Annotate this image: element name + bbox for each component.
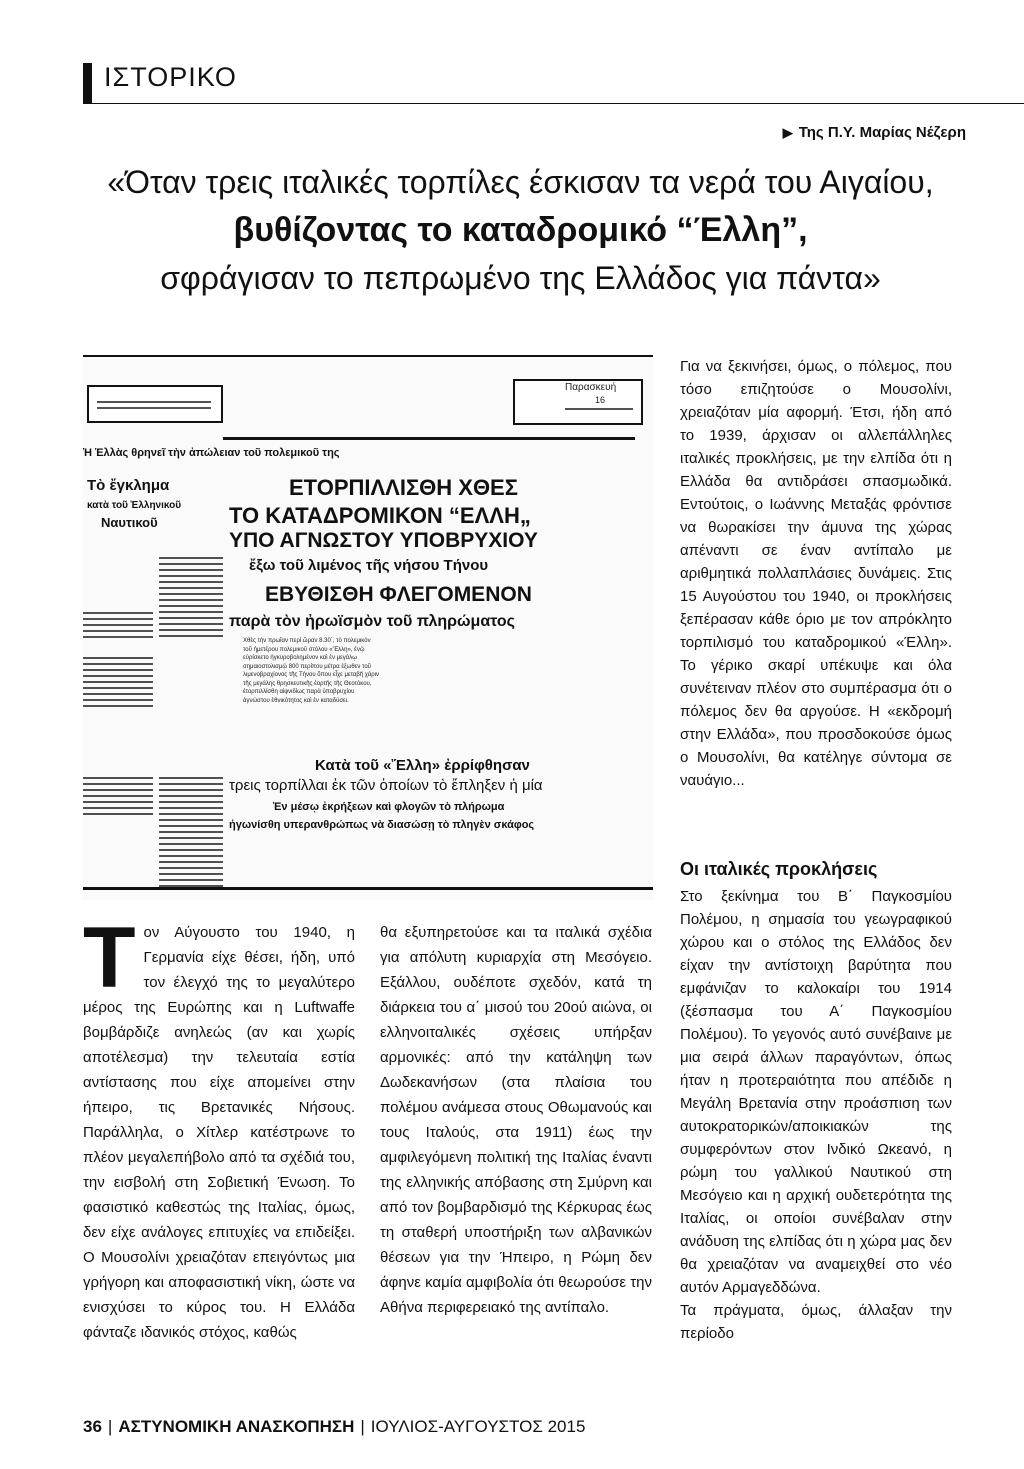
- magazine-name: ΑΣΤΥΝΟΜΙΚΗ ΑΝΑΣΚΟΠΗΣΗ: [118, 1417, 355, 1436]
- clipping-mourn-line: Ἡ Ἑλλὰς θρηνεῖ τὴν ἀπώλειαν τοῦ πολεμικοῦ της: [83, 447, 340, 459]
- clipping-crime-title: Τὸ ἔγκλημα: [87, 477, 170, 494]
- column-1-text: ον Αύγουστο του 1940, η Γερμανία είχε θέσει, ήδη, υπό τον έλεγχό της το μεγαλύτερο μέρος της Ευρώπης και η Luftwaffe βομβάρδιζε ανηλεώς (αν και χωρίς αποτέλεσμα) την τελευταία εστία αντίστασης που είχε απομείνει στην ήπειρο, τις Βρετανικές Νήσους. Παράλληλα, ο Χίτλερ κατέστρωνε το πλέον μεγαλεπήβολο από τα σχέδιά του, την εισβολή στη Σοβιετική Ένωση. Το φασιστικό καθεστώς της Ιταλίας, όμως, δεν είχε ανάλογες επιτυχίες να επιδείξει. Ο Μουσολίνι χρειαζόταν επειγόντως μια γρήγορη και αποφασιστική νίκη, ώστε να ενισχύσει το κύρος του. Η Ελλάδα φάνταζε ιδανικός στόχος, καθώς: [83, 924, 355, 1341]
- page-number: 36: [83, 1417, 102, 1436]
- article-column-2: [380, 920, 652, 1320]
- column-3-last-line: Τα πράγματα, όμως, άλλαξαν την περίοδο: [680, 1302, 952, 1342]
- article-headline: [83, 158, 958, 302]
- article-column-1: [83, 910, 355, 1345]
- issue-date: ΙΟΥΛΙΟΣ-ΑΥΓΟΥΣΤΟΣ 2015: [370, 1417, 586, 1436]
- clipping-heading-7: Κατὰ τοῦ «Ἔλλη» ἐρρίφθησαν: [315, 757, 530, 774]
- clipping-heading-4: ἔξω τοῦ λιμένος τῆς νήσου Τήνου: [249, 557, 489, 574]
- clipping-crime-sub2: Ναυτικοῦ: [101, 515, 158, 530]
- headline-line-1: «Όταν τρεις ιταλικές τορπίλες έσκισαν τα νερά του Αιγαίου,: [107, 164, 934, 200]
- header-rule-right: [994, 103, 1024, 104]
- article-column-3-intro: Για να ξεκινήσει, όμως, ο πόλεμος, που τόσο επιζητούσε ο Μουσολίνι, χρειαζόταν μία αφορμή. Έτσι, ήδη από το 1939, άρχισαν οι αλλεπάλληλες ιταλικές προκλήσεις, με την ελπίδα ότι η Ελλάδα θα αντιδράσει σπασμωδικά. Εντούτοις, ο Ιωάννης Μεταξάς φρόντισε να θωρακίσει την άμυνα της χώρας απέναντι σε έναν αντίπαλο με αριθμητικά πολλαπλάσιες δυνάμεις. Στις 15 Αυγούστου του 1940, οι προκλήσεις ξεπέρασαν κάθε όριο με τον απρόκλητο τορπιλισμό του καταδρομικού «Έλλη». Το γέρικο σκαρί υπέκυψε και όλα συνέτειναν πλέον στο συμπέρασμα ότι ο πόλεμος δεν θα αργούσε. Η «εκδρομή στην Ελλάδα», που προσδοκούσε όμως ο Μουσολίνι, θα κατέληγε σύντομα σε ναυάγιο...: [680, 358, 952, 789]
- clipping-heading-9: Ἐν μέσῳ ἐκρήξεων καὶ φλογῶν τὸ πλήρωμα: [273, 801, 505, 813]
- headline-line-2: βυθίζοντας το καταδρομικό “Έλλη”,: [233, 211, 808, 249]
- header-rule: [83, 103, 996, 104]
- section-label: ΙΣΤΟΡΙΚΟ: [104, 62, 237, 92]
- headline-line-3: σφράγισαν το πεπρωμένο της Ελλάδος για πάντα»: [160, 260, 881, 296]
- newspaper-clipping: [83, 355, 653, 900]
- clipping-crime-sub1: κατὰ τοῦ Ἑλληνικοῦ: [87, 500, 182, 511]
- arrow-right-icon: ▶: [782, 125, 793, 140]
- section-subheading: Οι ιταλικές προκλήσεις: [680, 859, 878, 879]
- author-byline: ▶ Της Π.Υ. Μαρίας Νέζερη: [782, 124, 966, 141]
- column-2-text: θα εξυπηρετούσε και τα ιταλικά σχέδια για απόλυτη κυριαρχία στη Μεσόγειο. Εξάλλου, ουδέποτε σχεδόν, κατά τη διάρκεια του α΄ μισού του 20ού αιώνα, οι ελληνοιταλικές σχέσεις υπήρξαν αρμονικές: από την κατάληψη των Δωδεκανήσων (στα πλαίσια του πολέμου ανάμεσα στους Οθωμανούς και τους Ιταλούς, στα 1911) έως την αμφιλεγόμενη πολιτική της Ιταλίας έναντι της ελληνικής απόβασης στη Σμύρνη και από τον βομβαρδισμό της Κέρκυρας έως τη σταθερή υποστήριξη των αλβανικών θέσεων για την Ήπειρο, η Ρώμη δεν άφηνε καμία αμφιβολία ότι θεωρούσε την Αθήνα περιφερειακό της αντίπαλο.: [380, 924, 652, 1316]
- clipping-body-text: Χθὲς τὴν πρωΐαν περὶ ὥραν 8.30΄, τὸ πολεμικὸν τοῦ ἡμετέρου πολεμικοῦ στόλου «Ἔλλη», ἐνῷ εὑρίσκετο ἠγκυροβολημένον καὶ ἐν μεγάλῳ σημαιοστολισμῷ 800 περίπου μέτρα ἐξωθεν τοῦ λιμενοβραχίονος τῆς Τήνου ὅπου εἶχε μεταβῆ χάριν τῆς μεγάλης θρησκευτικῆς ἑορτῆς τῆς Θεοτόκου, ἐτορπιλλίσθη αἰφνιδίως παρὰ ὑποβρυχίου ἀγνώστου ἐθνικότητος καὶ ἐν καταδύσει.: [243, 638, 380, 704]
- column-3-text: Στο ξεκίνημα του Β΄ Παγκοσμίου Πολέμου, η σημασία του γεωγραφικού χώρου και ο στόλος της Ελλάδος δεν είχαν την αντίστοιχη βαρύτητα που εμφάνιζαν το καλοκαίρι του 1914 (ξέσπασμα του Α΄ Παγκοσμίου Πολέμου). Το γεγονός αυτό συνέβαινε με μια σειρά άλλων παραγόντων, όπως ήταν η προτεραιότητα που απέδιδε η Μεγάλη Βρετανία στην προάσπιση των αυτοκρατορικών/αποικιακών της συμφερόντων στον Ινδικό Ωκεανό, η ρώμη του γαλλικού Ναυτικού στη Μεσόγειο και η αρχική ουδετερότητα της Ιταλίας, οι οποίοι συνέβαλαν στην ανάδυση της ελπίδας ότι η χώρα μας δεν θα χρειαζόταν να αναμειχθεί στο νέο αυτόν Αρμαγεδδώνα.: [680, 888, 952, 1296]
- clipping-heading-10: ἠγωνίσθη υπερανθρώπως νὰ διασώσῃ τὸ πληγὲν σκάφος: [229, 819, 535, 831]
- page-footer: 36 | ΑΣΤΥΝΟΜΙΚΗ ΑΝΑΣΚΟΠΗΣΗ | ΙΟΥΛΙΟΣ-ΑΥΓΟΥΣΤΟΣ 2015: [83, 1417, 586, 1436]
- section-marker: [83, 63, 92, 103]
- drop-cap: Τ: [83, 910, 136, 1006]
- article-column-3-body: [680, 858, 952, 1345]
- clipping-heading-1: ΕΤΟΡΠΙΛΛΙΣΘΗ ΧΘΕΣ: [289, 475, 518, 500]
- clipping-heading-8: τρεις τορπίλλαι ἐκ τῶν ὁποίων τὸ ἔπληξεν ἡ μία: [229, 777, 543, 794]
- clipping-heading-3: ΥΠΟ ΑΓΝΩΣΤΟΥ ΥΠΟΒΡΥΧΙΟΥ: [229, 529, 538, 552]
- clipping-masthead-right: Παρασκευή 16: [513, 379, 643, 425]
- clipping-heading-6: παρὰ τὸν ἠρωϊσμὸν τοῦ πληρώματος: [229, 613, 515, 630]
- clipping-heading-5: ΕΒΥΘΙΣΘΗ ΦΛΕΓΟΜΕΝΟΝ: [265, 583, 532, 606]
- clipping-heading-2: ΤΟ ΚΑΤΑΔΡΟΜΙΚΟΝ “ΕΛΛΗ„: [229, 503, 531, 528]
- clipping-masthead-left: [87, 385, 223, 423]
